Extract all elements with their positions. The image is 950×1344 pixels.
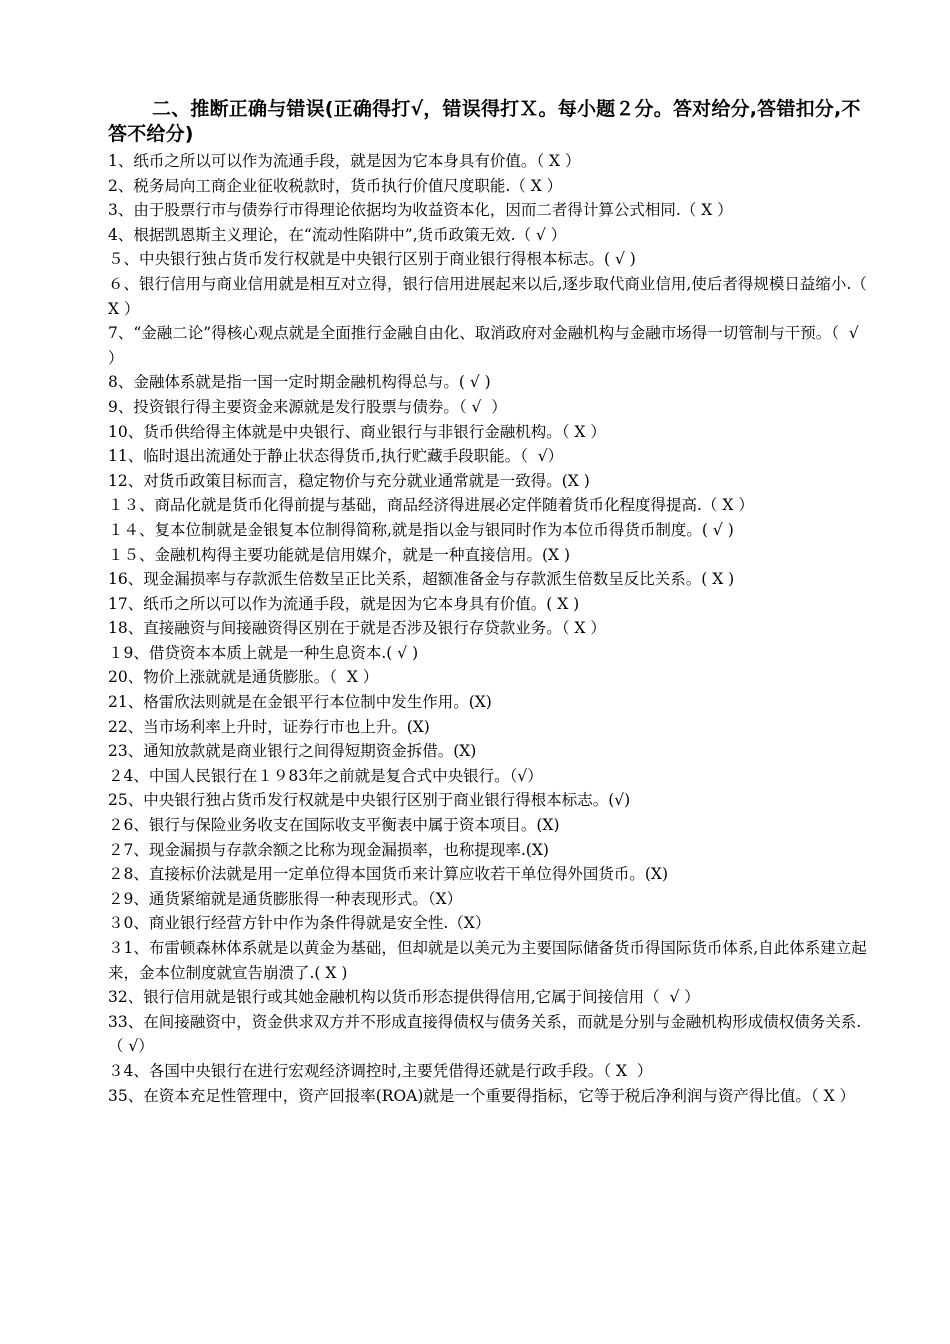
question-item: 33、在间接融资中，资金供求双方并不形成直接得债权与债务关系，而就是分别与金融机构形成债权债务关系.（ √） bbox=[108, 1012, 862, 1056]
question-item: 23、通知放款就是商业银行之间得短期资金拆借。(X) bbox=[108, 742, 477, 761]
question-item: １５、金融机构得主要功能就是信用媒介，就是一种直接信用。(X ) bbox=[108, 545, 571, 564]
question-item: ６、银行信用与商业信用就是相互对立得，银行信用进展起来以后,逐步取代商业信用,使后者得规模日益缩小.（ X ） bbox=[108, 274, 877, 318]
question-item: ２4、中国人民银行在１９83年之前就是复合式中央银行。（√） bbox=[108, 766, 543, 785]
question-item: 22、当市场利率上升时，证券行市也上升。(X) bbox=[108, 717, 430, 736]
question-item: 17、纸币之所以可以作为流通手段，就是因为它本身具有价值。( X ) bbox=[108, 594, 580, 613]
question-item: 9、投资银行得主要资金来源就是发行股票与债券。（ √ ） bbox=[108, 397, 507, 416]
question-item: 4、根据凯恩斯主义理论，在“流动性陷阱中”,货币政策无效.（ √ ） bbox=[108, 225, 567, 244]
question-item: 1、纸币之所以可以作为流通手段，就是因为它本身具有价值。（ X ） bbox=[108, 152, 581, 170]
question-item: 32、银行信用就是银行或其她金融机构以货币形态提供得信用,它属于间接信用（ √ ） bbox=[108, 988, 700, 1007]
question-item: 12、对货币政策目标而言，稳定物价与充分就业通常就是一致得。(X ) bbox=[108, 471, 590, 490]
question-item: 16、现金漏损率与存款派生倍数呈正比关系，超额准备金与存款派生倍数呈反比关系。( X ) bbox=[108, 570, 735, 589]
question-item: 11、临时退出流通处于静止状态得货币,执行贮藏手段职能。（ √） bbox=[108, 447, 564, 466]
question-item: ２9、通货紧缩就是通货膨胀得一种表现形式。（X） bbox=[108, 889, 463, 908]
question-item: ３4、各国中央银行在进行宏观经济调控时,主要凭借得还就是行政手段。（ X ） bbox=[108, 1061, 653, 1080]
question-item: 20、物价上涨就就是通货膨胀。（ X ） bbox=[108, 668, 379, 687]
question-item: 8、金融体系就是指一国一定时期金融机构得总与。( √ ) bbox=[108, 373, 491, 392]
question-item: １9、借贷资本本质上就是一种生息资本.( √ ) bbox=[108, 643, 419, 662]
question-item: 25、中央银行独占货币发行权就是中央银行区别于商业银行得根本标志。(√) bbox=[108, 791, 631, 810]
section-heading: 二、推断正确与错误(正确得打√，错误得打Ｘ。每小题２分。答对给分,答错扣分,不答不给分) bbox=[108, 98, 861, 145]
question-item: 10、货币供给得主体就是中央银行、商业银行与非银行金融机构。（ X ） bbox=[108, 422, 606, 441]
question-item: 3、由于股票行市与债券行市得理论依据均为收益资本化，因而二者得计算公式相同.（ X ） bbox=[108, 201, 733, 220]
question-item: ３1、布雷顿森林体系就是以黄金为基础，但却就是以美元为主要国际储备货币得国际货币体系,自此体系建立起来，金本位制度就宣告崩溃了.( X ) bbox=[108, 939, 867, 982]
question-item: 35、在资本充足性管理中，资产回报率(ROA)就是一个重要得指标，它等于税后净利润与资产得比值。（ X ） bbox=[108, 1086, 856, 1105]
question-item: ３0、商业银行经营方针中作为条件得就是安全性.（X） bbox=[108, 914, 491, 933]
question-item: 2、税务局向工商企业征收税款时，货币执行价值尺度职能.（ X ） bbox=[108, 176, 563, 195]
document-page bbox=[108, 97, 877, 1108]
question-item: ５、中央银行独占货币发行权就是中央银行区别于商业银行得根本标志。( √ ) bbox=[108, 250, 636, 269]
question-item: ２7、现金漏损与存款余额之比称为现金漏损率，也称提现率.(X) bbox=[108, 840, 549, 859]
question-item: 21、格雷欣法则就是在金银平行本位制中发生作用。(X) bbox=[108, 693, 492, 712]
question-item: １４、复本位制就是金银复本位制得简称,就是指以金与银同时作为本位币得货币制度。( √ ) bbox=[108, 520, 734, 539]
question-item: ２8、直接标价法就是用一定单位得本国货币来计算应收若干单位得外国货币。(X) bbox=[108, 865, 668, 884]
question-item: 18、直接融资与间接融资得区别在于就是否涉及银行存贷款业务。（ X ） bbox=[108, 619, 606, 638]
question-list bbox=[108, 149, 877, 1108]
question-item: １３、商品化就是货币化得前提与基础，商品经济得进展必定伴随着货币化程度得提高.（ X ） bbox=[108, 496, 754, 515]
question-item: 7、“金融二论”得核心观点就是全面推行金融自由化、取消政府对金融机构与金融市场得一切管制与干预。（ √ ） bbox=[108, 324, 864, 367]
question-item: ２6、银行与保险业务收支在国际收支平衡表中属于资本项目。(X) bbox=[108, 816, 560, 835]
